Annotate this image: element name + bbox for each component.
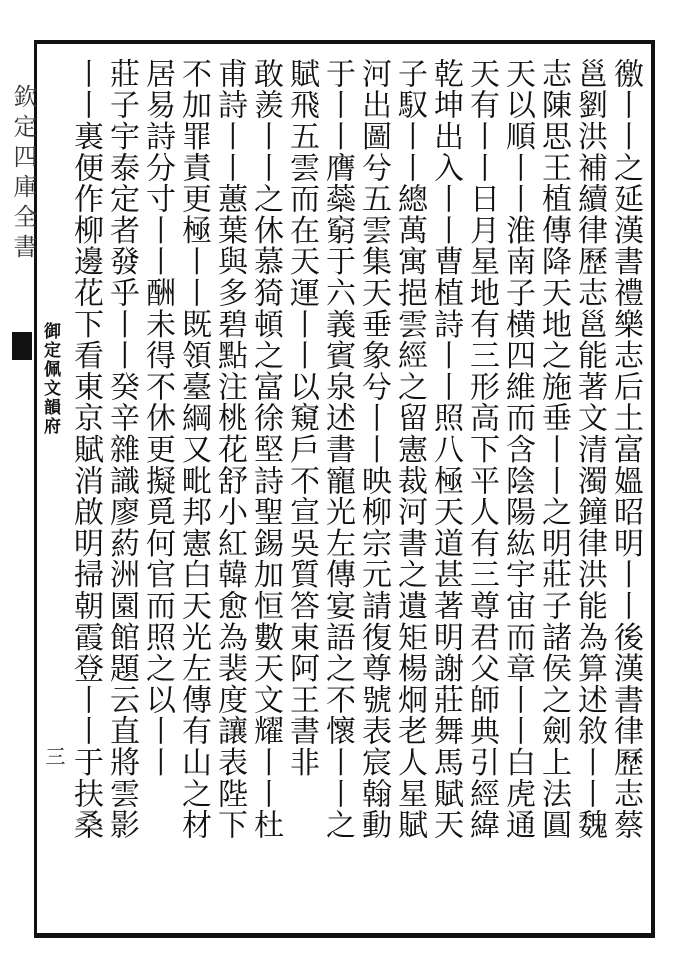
text-column-11: 敢羨丨丨之休慕猗頓之富徐堅詩聖錫加恒數天文耀丨丨杜 xyxy=(248,58,283,841)
text-column-4: 天以順丨丨淮南子横四維而含陰陽紘宇宙而章丨丨白虎通 xyxy=(500,58,535,841)
strip-fragment: 欽定四庫全書 xyxy=(9,84,37,264)
text-column-5: 天有丨丨日月星地有三形高下平人有三尊君父師典引經緯 xyxy=(464,58,499,841)
title-marker xyxy=(12,332,32,360)
text-column-13: 不加罪責更極丨丨既領臺綱又毗邦憲白天光左傳有山之材 xyxy=(176,58,211,841)
page-number: 三 xyxy=(42,746,66,766)
text-column-8: 河出圖兮五雲集天垂象兮丨丨映柳宗元請復尊號表宸翰動 xyxy=(356,58,391,841)
text-column-10: 賦飛五雲而在天運丨丨以窺戶不宣吳質答東阿王書非 xyxy=(284,58,319,778)
top-border xyxy=(34,40,654,44)
text-column-16: 丨丨裏便作柳邊花下看東京賦消啟明掃朝霞登丨丨于扶桑 xyxy=(68,58,103,841)
bottom-border xyxy=(34,933,654,938)
text-column-12: 甫詩丨丨蕙葉與多碧點注桃花舒小紅韓愈為裴度讓表陛下 xyxy=(212,58,247,841)
text-column-14: 居易詩分寸丨丨酬未得不休更擬覓何官而照之以丨丨 xyxy=(140,58,175,778)
right-border xyxy=(651,40,655,938)
text-column-15: 莊子宇泰定者發乎丨丨癸辛雜識廖葯洲園館題云直將雲影 xyxy=(104,58,139,841)
text-column-9: 于丨丨膺蘂窮于六義賓泉述書寵光左傳宴語之不懷丨丨之 xyxy=(320,58,355,841)
text-column-1: 徼丨丨之延漢書禮樂志后土富媼昭明丨丨後漢書律歷志蔡 xyxy=(608,58,643,841)
text-column-2: 邕劉洪補續律歷志邕能著文清濁鐘律洪能為算述敘丨丨魏 xyxy=(572,58,607,841)
book-title-label: 御定佩文韻府 xyxy=(40,322,60,436)
text-columns xyxy=(64,58,643,920)
previous-page-strip xyxy=(0,40,37,938)
text-column-7: 子馭丨丨總萬寓挹雲經之留憲裁河書之遺矩楊炯老人星賦 xyxy=(392,58,427,841)
text-column-3: 志陳思王植傳降天地之施垂丨丨之明莊子諸侯之劍上法圓 xyxy=(536,58,571,841)
text-column-6: 乾坤出入丨丨曹植詩丨丨照八極天道甚著明謝莊舞馬賦天 xyxy=(428,58,463,841)
